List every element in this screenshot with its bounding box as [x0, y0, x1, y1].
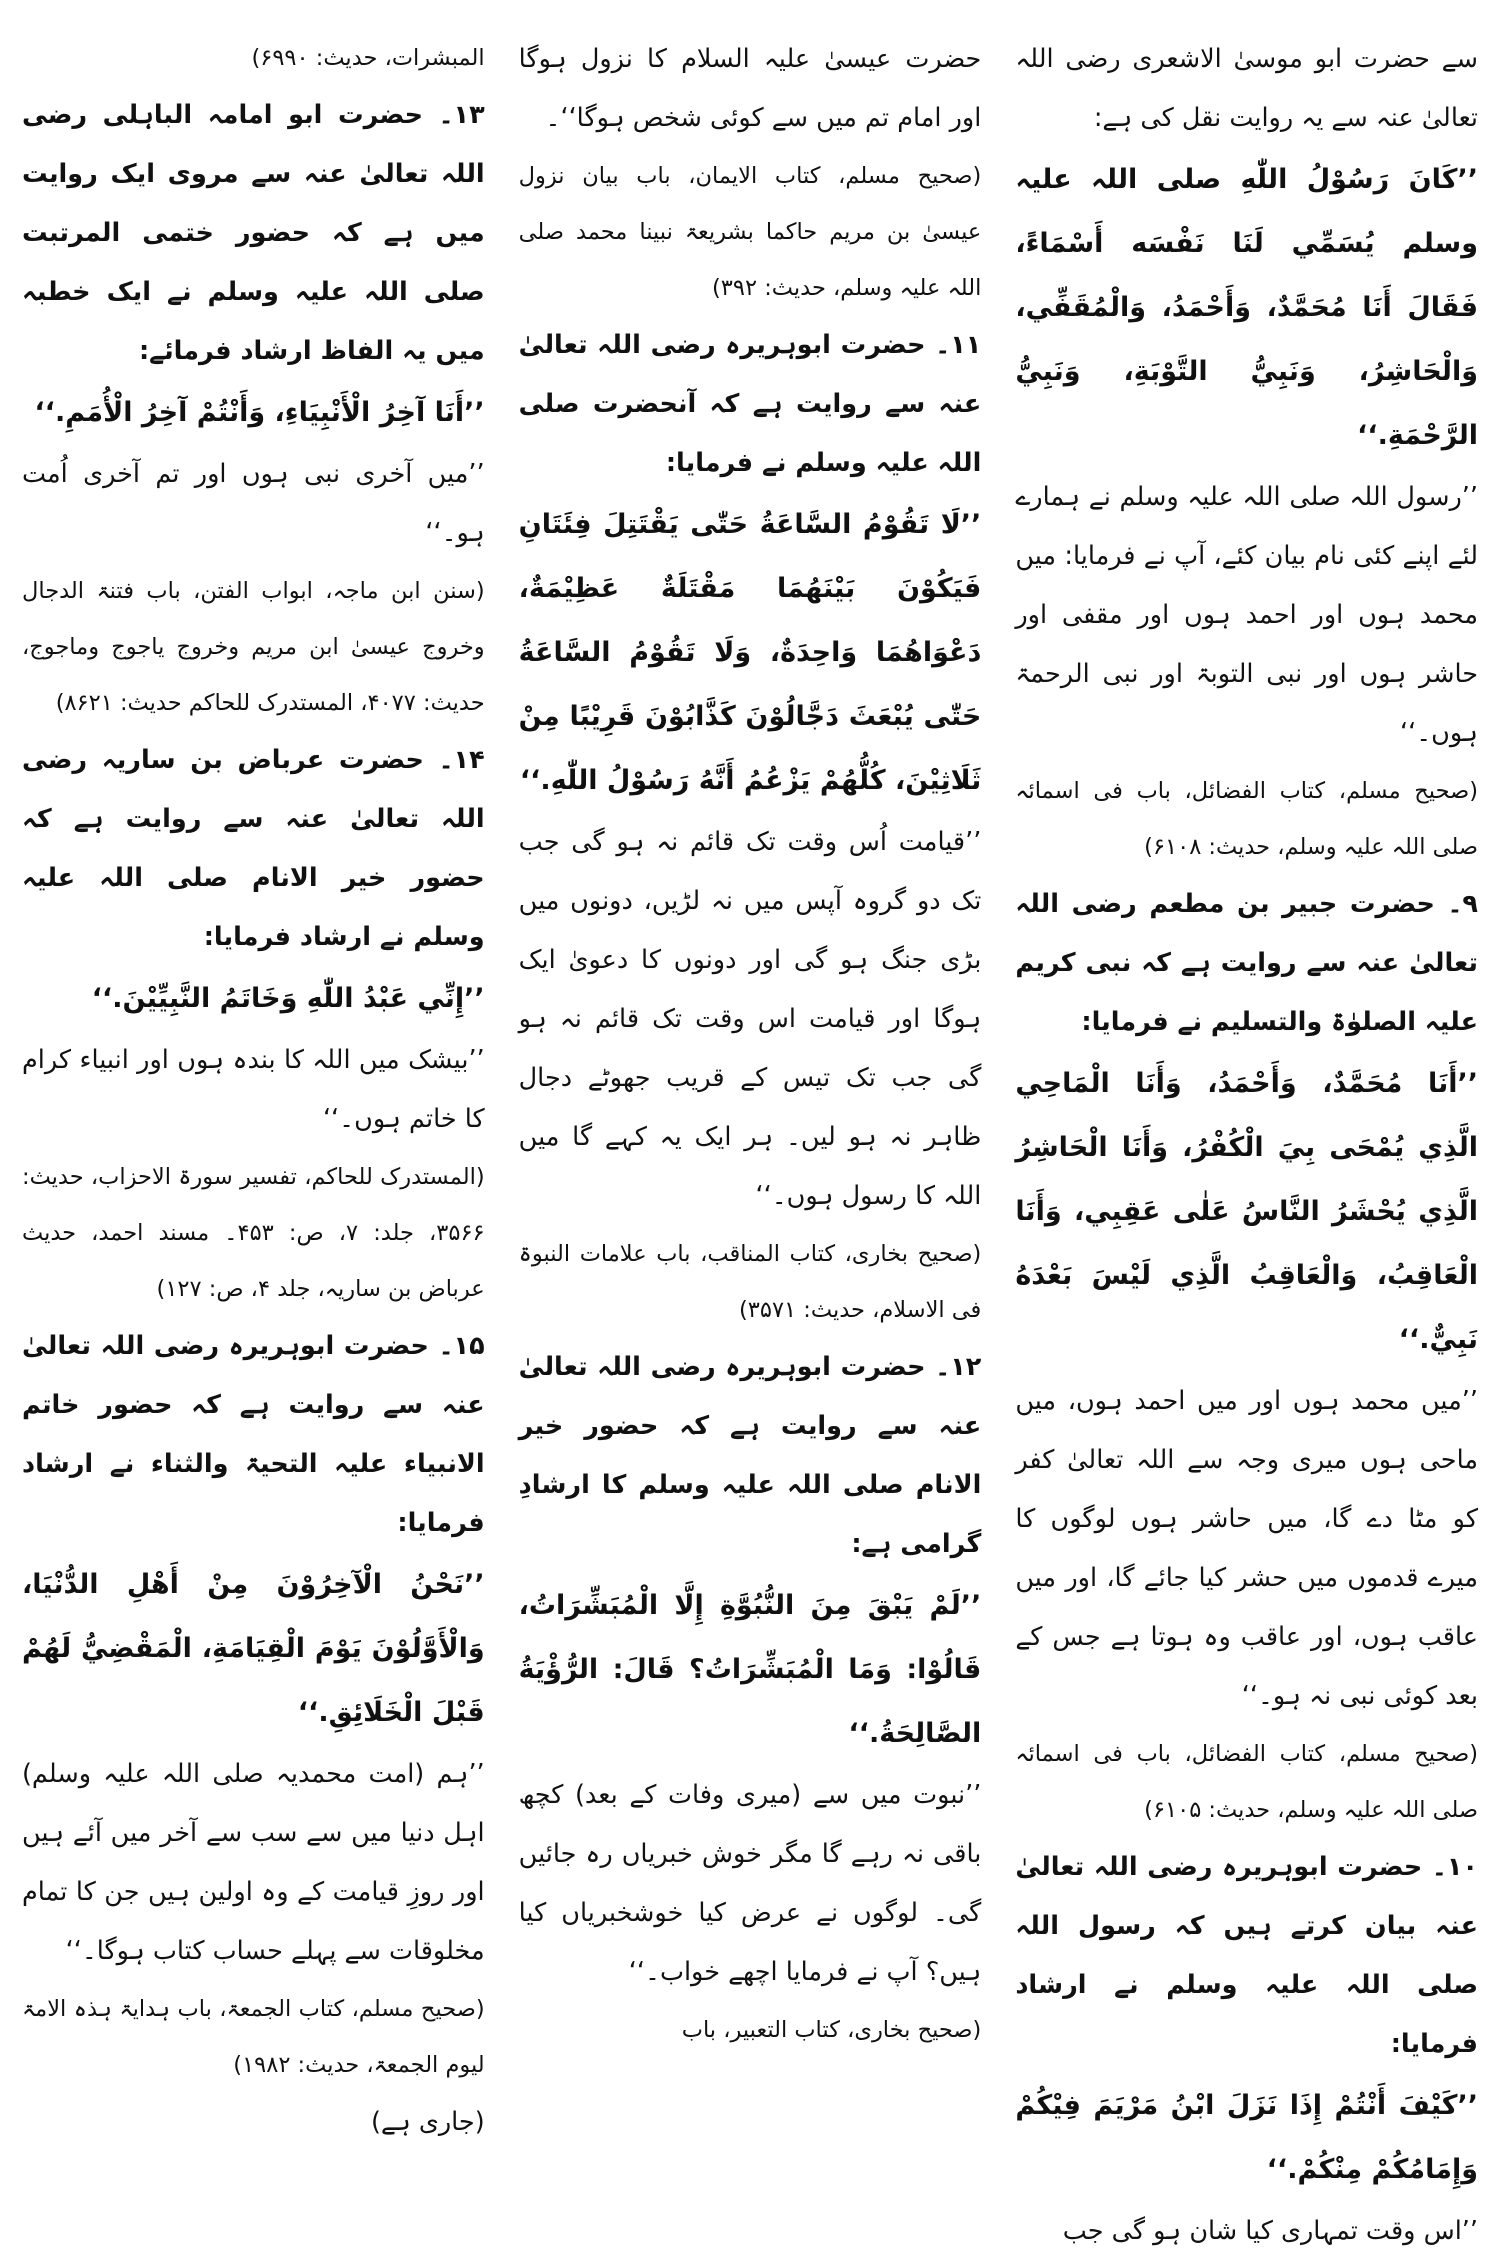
arabic-quote: ’’إِنِّي عَبْدُ اللّٰهِ وَخَاتَمُ النَّبِيِّيْنَ.‘‘ [91, 983, 485, 1014]
reference-citation: (صحیح مسلم، کتاب الایمان، باب بیان نزول عیسیٰ بن مریم حاکما بشریعۃ نبینا محمد صلی اللہ علیہ وسلم، حدیث: ۳۹۲) [518, 163, 982, 301]
paragraph: ’’ہم (امت محمدیہ صلی اللہ علیہ وسلم) اہل دنیا میں سے سب سے آخر میں آئے ہیں اور روزِ قیامت کے وہ اولین ہیں جن کا تمام مخلوقات سے پہلے حساب کتاب ہوگا۔‘‘ [21, 1759, 485, 1966]
hadith-heading: ۹۔ حضرت جبیر بن مطعم رضی اللہ تعالیٰ عنہ سے روایت ہے کہ نبی کریم علیہ الصلوٰۃ والتسلیم نے فرمایا: [1015, 889, 1478, 1037]
reference-citation: المبشرات، حدیث: ۶۹۹۰) [251, 45, 485, 71]
reference-citation: (صحیح بخاری، کتاب التعبیر، باب [681, 2017, 982, 2043]
paragraph: سے حضرت ابو موسیٰ الاشعری رضی اللہ تعالیٰ عنہ سے یہ روایت نقل کی ہے: [1015, 44, 1478, 133]
arabic-quote: ’’أَنَا مُحَمَّدٌ، وَأَحْمَدُ، وَأَنَا الْمَاحِي الَّذِي يُمْحَى بِيَ الْكُفْرُ، وَأَنَا الْحَاشِرُ الَّذِي يُحْشَرُ النَّاسُ عَلٰى عَقِبِي، وَأَنَا الْعَاقِبُ، وَالْعَاقِبُ الَّذِي لَيْسَ بَعْدَهُ نَبِيٌّ.‘‘ [1015, 1068, 1478, 1355]
arabic-quote: ’’كَانَ رَسُوْلُ اللّٰهِ صلی اللہ علیہ وسلم يُسَمِّي لَنَا نَفْسَه أَسْمَاءً، فَقَالَ أَنَا مُحَمَّدٌ، وَأَحْمَدُ، وَالْمُقَفِّي، وَالْحَاشِرُ، وَنَبِيُّ التَّوْبَةِ، وَنَبِيُّ الرَّحْمَةِ.‘‘ [1015, 164, 1478, 451]
paragraph: (جاری ہے) [370, 2107, 485, 2137]
hadith-heading: ۱۱۔ حضرت ابوہریرہ رضی اللہ تعالیٰ عنہ سے روایت ہے کہ آنحضرت صلی اللہ علیہ وسلم نے فرمایا: [518, 330, 982, 478]
column-middle [519, 30, 982, 2180]
reference-citation: (صحیح مسلم، کتاب الفضائل، باب فی اسمائہ صلی اللہ علیہ وسلم، حدیث: ۶۱۰۵) [1015, 1741, 1478, 1823]
arabic-quote: ’’لَا تَقُوْمُ السَّاعَةُ حَتّٰى يَقْتَتِلَ فِئَتَانِ فَيَكُوْنَ بَيْنَهُمَا مَقْتَلَةٌ عَظِيْمَةٌ، دَعْوَاهُمَا وَاحِدَةٌ، وَلَا تَقُوْمُ السَّاعَةُ حَتّٰى يُبْعَثَ دَجَّالُوْنَ كَذَّابُوْنَ قَرِيْبًا مِنْ ثَلَاثِيْنَ، كُلُّهُمْ يَزْعُمُ أَنَّهُ رَسُوْلُ اللّٰهِ.‘‘ [518, 509, 982, 796]
hadith-heading: ۱۰۔ حضرت ابوہریرہ رضی اللہ تعالیٰ عنہ بیان کرتے ہیں کہ رسول اللہ صلی اللہ علیہ وسلم نے ارشاد فرمایا: [1015, 1852, 1478, 2059]
paragraph: ’’نبوت میں سے (میری وفات کے بعد) کچھ باقی نہ رہے گا مگر خوش خبریاں رہ جائیں گی۔ لوگوں نے عرض کیا خوشخبریاں کیا ہیں؟ آپ نے فرمایا اچھے خواب۔‘‘ [518, 1780, 982, 1987]
hadith-heading: ۱۳۔ حضرت ابو امامہ الباہلی رضی اللہ تعالیٰ عنہ سے مروی ایک روایت میں ہے کہ حضور ختمی المرتبت صلی اللہ علیہ وسلم نے ایک خطبہ میں یہ الفاظ ارشاد فرمائے: [21, 100, 485, 366]
paragraph: ’’رسول اللہ صلی اللہ علیہ وسلم نے ہمارے لئے اپنے کئی نام بیان کئے، آپ نے فرمایا: میں محمد ہوں اور احمد ہوں اور مقفی اور حاشر ہوں اور نبی التوبۃ اور نبی الرحمۃ ہوں۔‘‘ [1015, 482, 1478, 748]
hadith-heading: ۱۵۔ حضرت ابوہریرہ رضی اللہ تعالیٰ عنہ سے روایت ہے کہ حضور خاتم الانبیاء علیہ التحیۃ والثناء نے ارشاد فرمایا: [21, 1331, 485, 1538]
arabic-quote: ’’نَحْنُ الْآخِرُوْنَ مِنْ أَهْلِ الدُّنْيَا، وَالْأَوَّلُوْنَ يَوْمَ الْقِيَامَةِ، الْمَقْضِيُّ لَهُمْ قَبْلَ الْخَلَائِقِ.‘‘ [21, 1569, 485, 1728]
paragraph: ’’اس وقت تمہاری کیا شان ہو گی جب [1062, 2216, 1478, 2246]
paragraph: ’’بیشک میں اللہ کا بندہ ہوں اور انبیاء کرام کا خاتم ہوں۔‘‘ [21, 1045, 485, 1134]
reference-citation: (سنن ابن ماجہ، ابواب الفتن، باب فتنۃ الدجال وخروج عیسیٰ ابن مریم وخروج یاجوج وماجوج، حدیث: ۴۰۷۷، المستدرک للحاکم حدیث: ۸۶۲۱) [21, 578, 485, 716]
paragraph: ’’میں آخری نبی ہوں اور تم آخری اُمت ہو۔‘‘ [21, 459, 485, 548]
reference-citation: (صحیح مسلم، کتاب الجمعۃ، باب ہدایۃ ہذہ الامۃ لیوم الجمعۃ، حدیث: ۱۹۸۲) [21, 1996, 485, 2078]
column-right [1015, 30, 1478, 2246]
hadith-heading: ۱۴۔ حضرت عرباض بن ساریہ رضی اللہ تعالیٰ عنہ سے روایت ہے کہ حضور خیر الانام صلی اللہ علیہ وسلم نے ارشاد فرمایا: [21, 745, 485, 952]
paragraph: ’’قیامت اُس وقت تک قائم نہ ہو گی جب تک دو گروہ آپس میں نہ لڑیں، دونوں میں بڑی جنگ ہو گی اور دونوں کا دعویٰ ایک ہوگا اور قیامت اس وقت تک قائم نہ ہو گی جب تک تیس کے قریب جھوٹے دجال ظاہر نہ ہو لیں۔ ہر ایک یہ کہے گا میں اللہ کا رسول ہوں۔‘‘ [518, 827, 982, 1211]
arabic-quote: ’’أَنَا آخِرُ الْأَنْبِيَاءِ، وَأَنْتُمْ آخِرُ الْأُمَمِ.‘‘ [34, 397, 485, 428]
hadith-heading: ۱۲۔ حضرت ابوہریرہ رضی اللہ تعالیٰ عنہ سے روایت ہے کہ حضور خیر الانام صلی اللہ علیہ وسلم کا ارشادِ گرامی ہے: [518, 1352, 982, 1559]
reference-citation: (المستدرک للحاکم، تفسیر سورۃ الاحزاب، حدیث: ۳۵۶۶، جلد: ۷، ص: ۴۵۳۔ مسند احمد، حدیث عرباض بن ساریہ، جلد ۴، ص: ۱۲۷) [21, 1164, 485, 1302]
paragraph: ’’میں محمد ہوں اور میں احمد ہوں، میں ماحی ہوں میری وجہ سے اللہ تعالیٰ کفر کو مٹا دے گا، میں حاشر ہوں لوگوں کا میرے قدموں میں حشر کیا جائے گا، اور میں عاقب ہوں، اور عاقب وہ ہوتا ہے جس کے بعد کوئی نبی نہ ہو۔‘‘ [1015, 1386, 1478, 1711]
reference-citation: (صحیح مسلم، کتاب الفضائل، باب فی اسمائہ صلی اللہ علیہ وسلم، حدیث: ۶۱۰۸) [1015, 778, 1478, 860]
arabic-quote: ’’لَمْ يَبْقَ مِنَ النُّبُوَّةِ إِلَّا الْمُبَشِّرَاتُ، قَالُوْا: وَمَا الْمُبَشِّرَاتُ؟ قَالَ: الرُّؤْيَةُ الصَّالِحَةُ.‘‘ [518, 1590, 982, 1749]
paragraph: حضرت عیسیٰ علیہ السلام کا نزول ہوگا اور امام تم میں سے کوئی شخص ہوگا‘‘۔ [518, 44, 982, 133]
reference-citation: (صحیح بخاری، کتاب المناقب، باب علامات النبوۃ فی الاسلام، حدیث: ۳۵۷۱) [518, 1241, 982, 1323]
column-left [22, 30, 485, 2180]
arabic-quote: ’’كَيْفَ أَنْتُمْ إِذَا نَزَلَ ابْنُ مَرْيَمَ فِيْكُمْ وَإِمَامُكُمْ مِنْكُمْ.‘‘ [1015, 2090, 1478, 2185]
